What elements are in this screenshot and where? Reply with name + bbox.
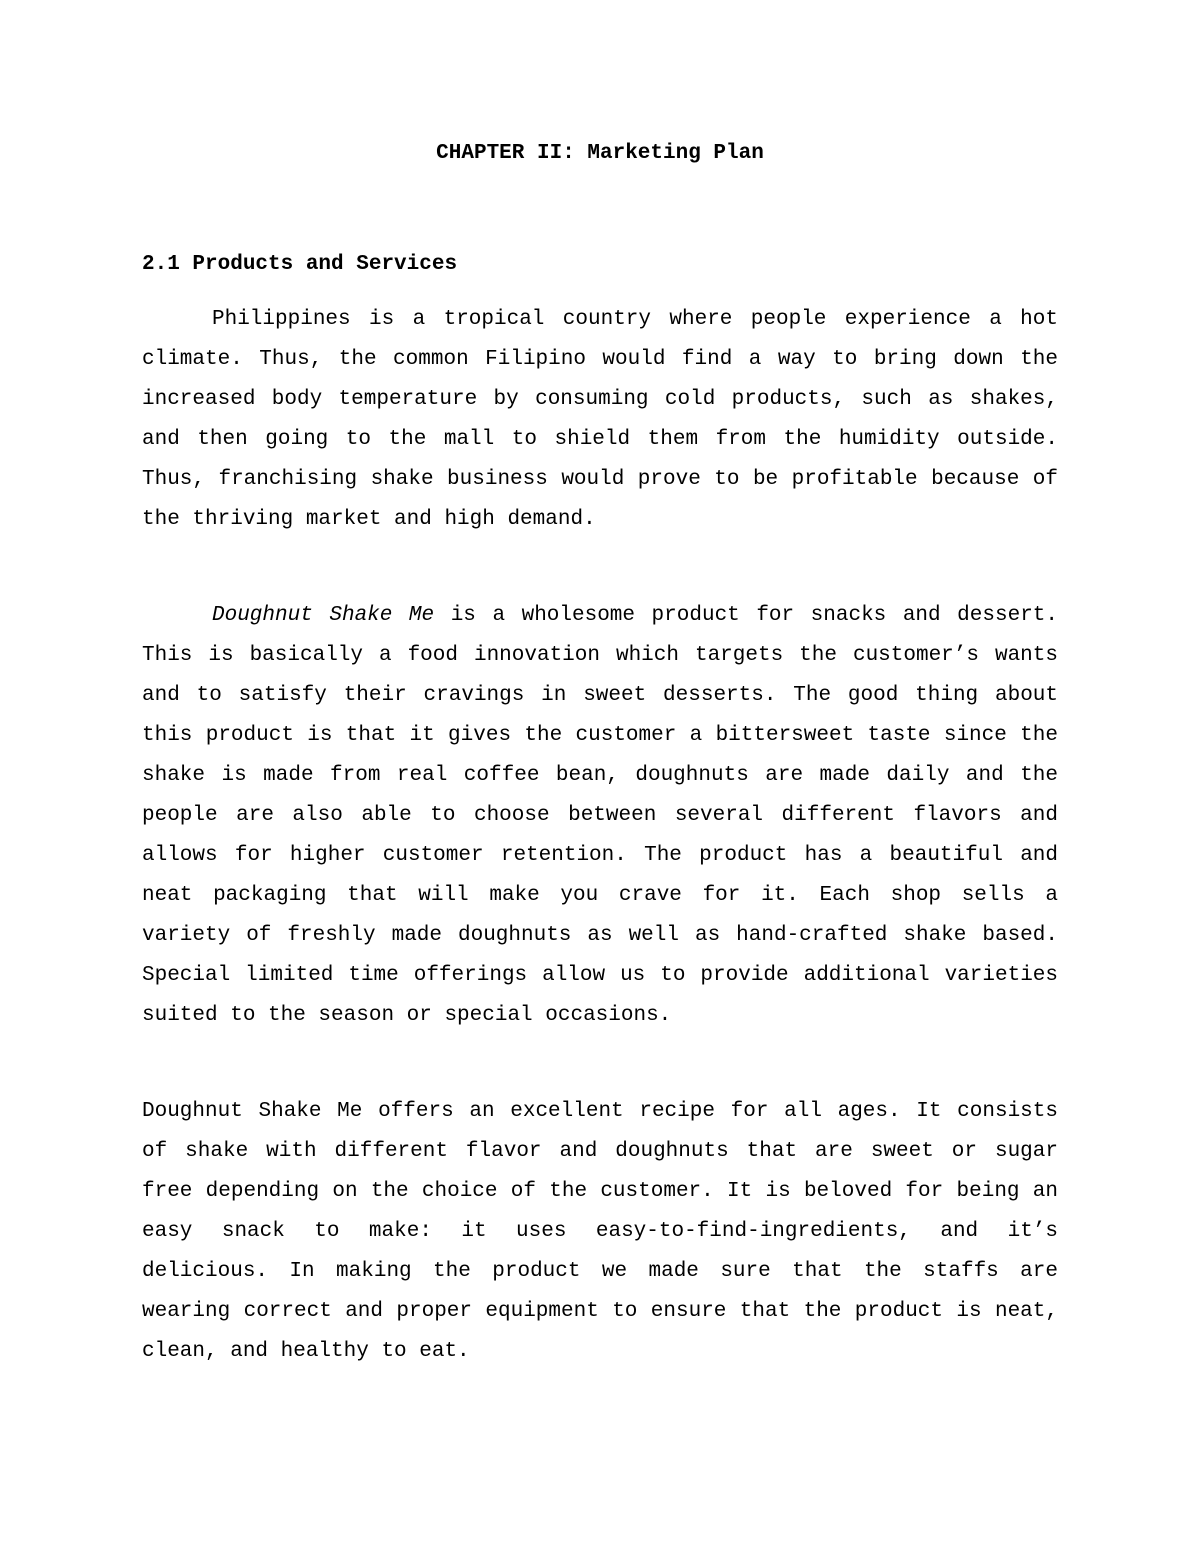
paragraph-product-description [142, 596, 1058, 1036]
product-name: Doughnut Shake Me [212, 604, 435, 627]
paragraph-product-description-text: is a wholesome product for snacks and dessert. This is basically a food innovation which targets the customer’s wants and to satisfy their cravings in sweet desserts. The good thing about this product is that it gives the customer a bittersweet taste since the shake is made from real coffee bean, doughnuts are made daily and the people are also able to choose between several different flavors and allows for higher customer retention. The product has a beautiful and neat packaging that will make you crave for it. Each shop sells a variety of freshly made doughnuts as well as hand-crafted shake based. Special limited time offerings allow us to provide additional varieties suited to the season or special occasions. [142, 604, 1058, 1027]
paragraph-intro: Philippines is a tropical country where people experience a hot climate. Thus, the common Filipino would find a way to bring down the increased body temperature by consuming cold products, such as shakes, and then going to the mall to shield them from the humidity outside. Thus, franchising shake business would prove to be profitable because of the thriving market and high demand. [142, 308, 1058, 531]
section-heading: 2.1 Products and Services [142, 253, 458, 276]
paragraph-recipe: Doughnut Shake Me offers an excellent recipe for all ages. It consists of shake with different flavor and doughnuts that are sweet or sugar free depending on the choice of the customer. It is beloved for being an easy snack to make: it uses easy-to-find-ingredients, and it’s delicious. In making the product we made sure that the staffs are wearing correct and proper equipment to ensure that the product is neat, clean, and healthy to eat. [142, 1100, 1058, 1363]
chapter-title: CHAPTER II: Marketing Plan [436, 142, 764, 165]
